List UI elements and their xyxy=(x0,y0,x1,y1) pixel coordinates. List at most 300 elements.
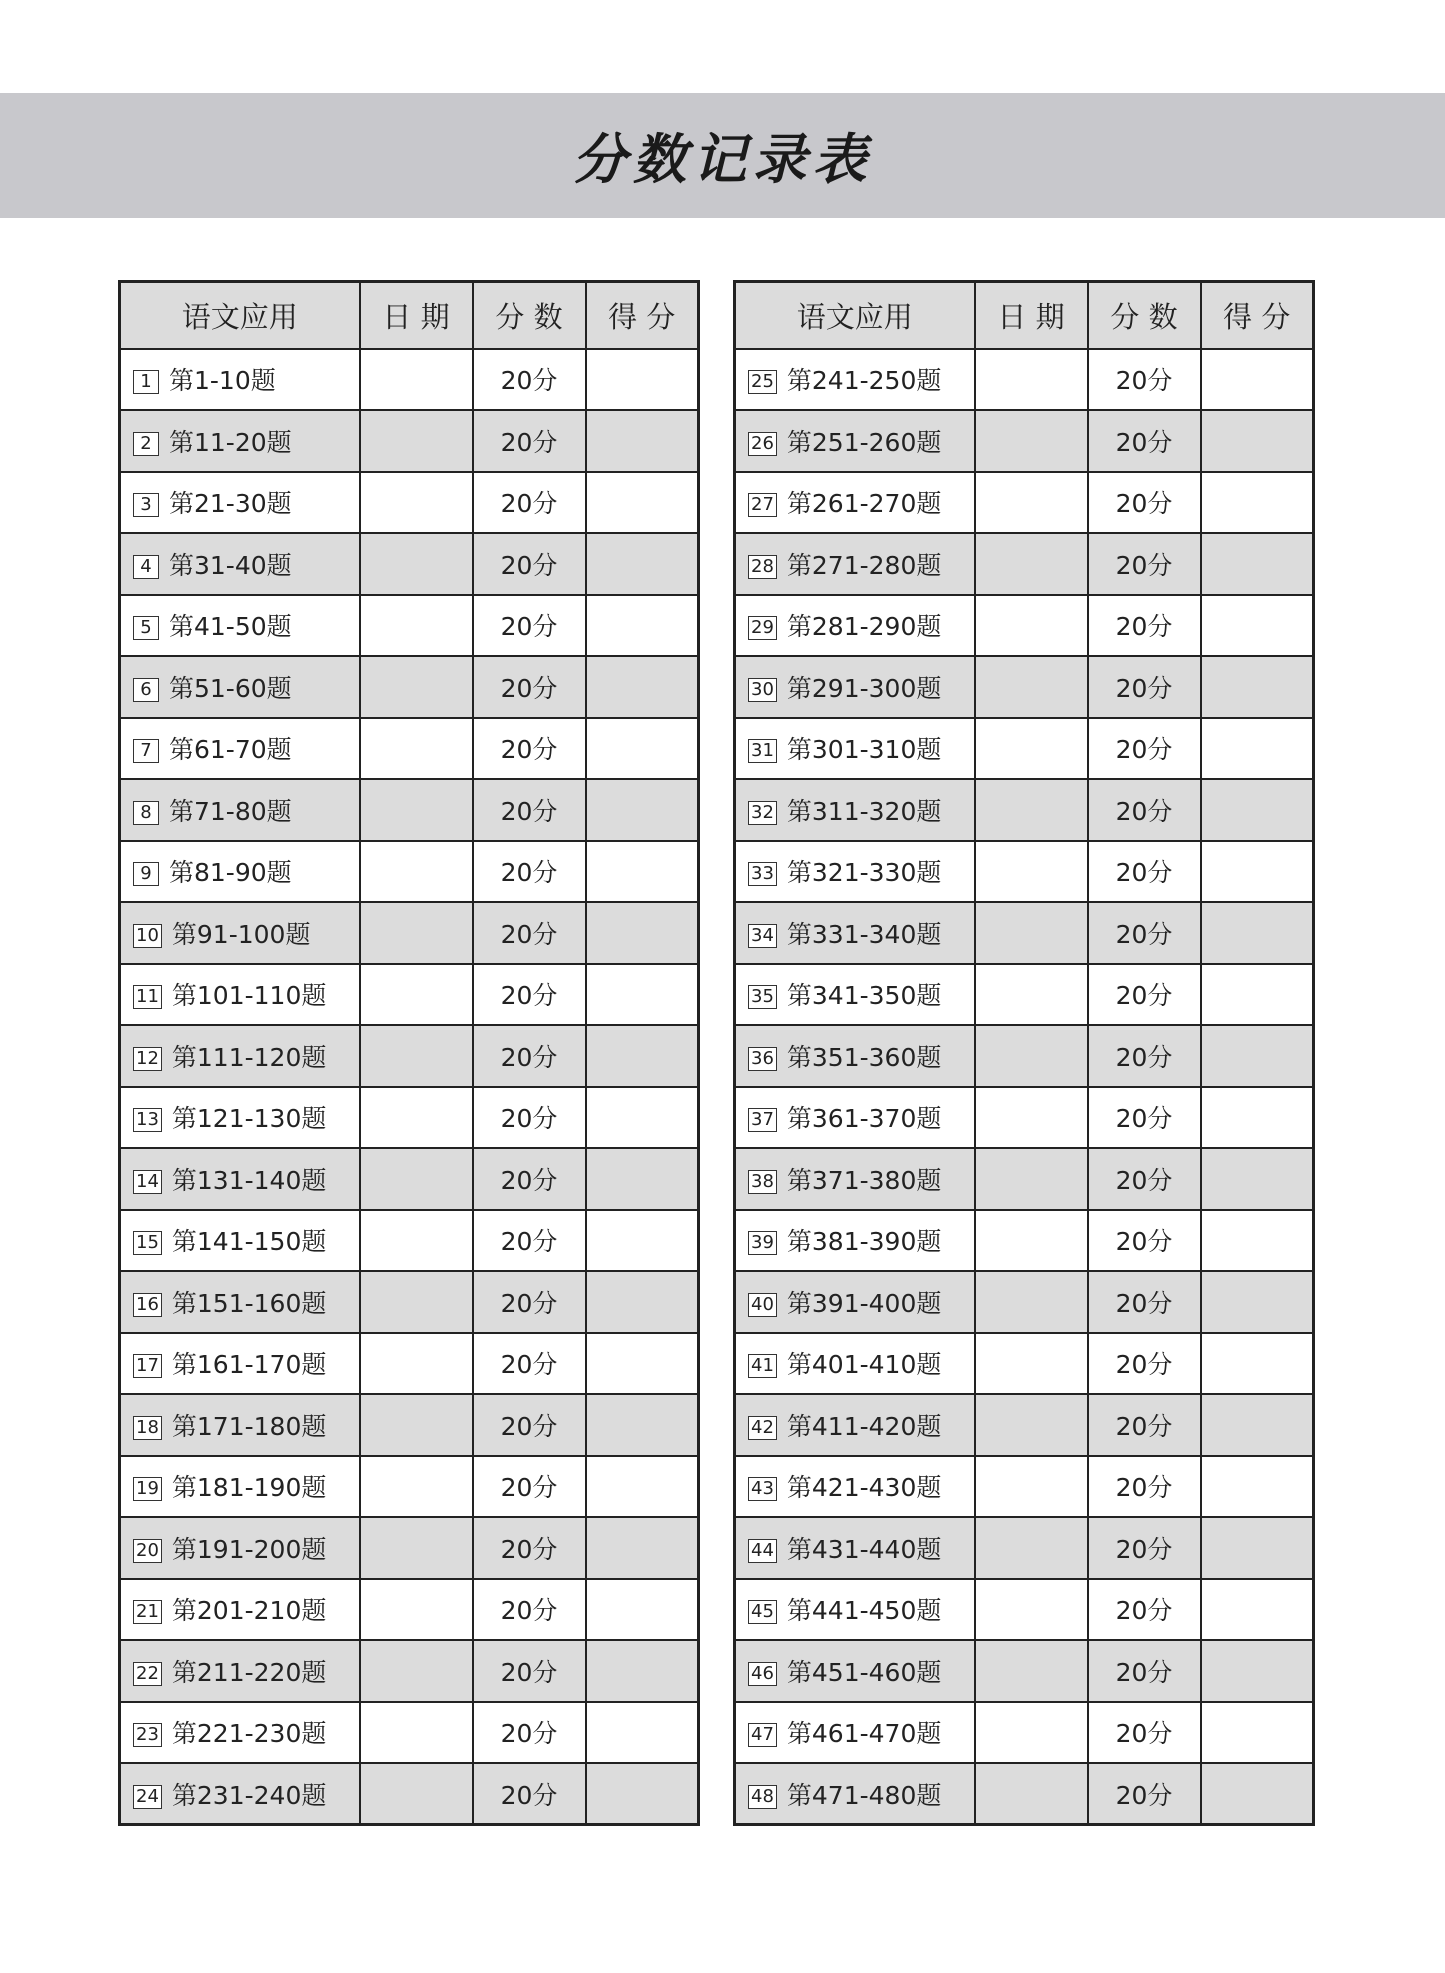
date-cell[interactable] xyxy=(360,595,473,657)
full-score-cell: 20分 xyxy=(473,1640,586,1702)
question-range-label: 第151-160题 xyxy=(171,1288,327,1318)
date-cell[interactable] xyxy=(360,1763,473,1825)
table-row xyxy=(735,1763,1314,1825)
question-range-cell xyxy=(120,1333,360,1395)
question-range-cell xyxy=(735,1394,975,1456)
question-range-label: 第11-20题 xyxy=(169,427,292,457)
earned-score-cell[interactable] xyxy=(1201,349,1314,411)
question-range-label: 第131-140题 xyxy=(171,1165,327,1195)
full-score-cell: 20分 xyxy=(1088,595,1201,657)
earned-score-cell[interactable] xyxy=(1201,1702,1314,1764)
question-range-cell xyxy=(735,964,975,1026)
question-range-cell xyxy=(120,902,360,964)
earned-score-cell[interactable] xyxy=(586,410,699,472)
table-row xyxy=(735,1640,1314,1702)
question-range-cell xyxy=(120,1456,360,1518)
date-cell[interactable] xyxy=(360,410,473,472)
date-cell[interactable] xyxy=(360,1702,473,1764)
question-range-label: 第341-350题 xyxy=(786,981,942,1011)
row-number-box: 46 xyxy=(748,1662,777,1686)
score-table-right xyxy=(733,280,1315,1826)
question-range-cell xyxy=(120,1579,360,1641)
earned-score-cell[interactable] xyxy=(586,1763,699,1825)
date-cell[interactable] xyxy=(975,964,1088,1026)
date-cell[interactable] xyxy=(360,1394,473,1456)
question-range-cell xyxy=(735,1087,975,1149)
row-number-box: 21 xyxy=(133,1600,162,1624)
earned-score-cell[interactable] xyxy=(1201,841,1314,903)
table-row xyxy=(120,1517,699,1579)
earned-score-cell[interactable] xyxy=(586,902,699,964)
row-number-box: 43 xyxy=(748,1477,777,1501)
date-cell[interactable] xyxy=(975,1763,1088,1825)
earned-score-cell[interactable] xyxy=(1201,902,1314,964)
full-score-cell: 20分 xyxy=(1088,718,1201,780)
header-subject: 语文应用 xyxy=(735,282,975,349)
row-number-box: 42 xyxy=(748,1416,777,1440)
question-range-cell xyxy=(120,841,360,903)
row-number-box: 37 xyxy=(748,1108,777,1132)
earned-score-cell[interactable] xyxy=(586,1579,699,1641)
question-range-cell xyxy=(735,1517,975,1579)
table-row xyxy=(735,1702,1314,1764)
earned-score-cell[interactable] xyxy=(586,1456,699,1518)
row-number-box: 14 xyxy=(133,1170,162,1194)
earned-score-cell[interactable] xyxy=(586,1271,699,1333)
date-cell[interactable] xyxy=(360,1579,473,1641)
question-range-cell xyxy=(735,1579,975,1641)
earned-score-cell[interactable] xyxy=(1201,656,1314,718)
full-score-cell: 20分 xyxy=(1088,1702,1201,1764)
question-range-cell xyxy=(735,1702,975,1764)
full-score-cell: 20分 xyxy=(473,410,586,472)
full-score-cell: 20分 xyxy=(1088,1271,1201,1333)
table-row xyxy=(735,779,1314,841)
table-row xyxy=(735,1456,1314,1518)
question-range-cell xyxy=(120,656,360,718)
date-cell[interactable] xyxy=(975,1087,1088,1149)
question-range-label: 第231-240题 xyxy=(171,1780,327,1810)
earned-score-cell[interactable] xyxy=(1201,595,1314,657)
date-cell[interactable] xyxy=(360,1210,473,1272)
full-score-cell: 20分 xyxy=(473,1702,586,1764)
question-range-label: 第1-10题 xyxy=(169,366,276,396)
full-score-cell: 20分 xyxy=(473,472,586,534)
date-cell[interactable] xyxy=(975,1148,1088,1210)
table-row xyxy=(735,841,1314,903)
question-range-cell xyxy=(120,1271,360,1333)
full-score-cell: 20分 xyxy=(1088,1025,1201,1087)
row-number-box: 28 xyxy=(748,555,777,579)
question-range-label: 第351-360题 xyxy=(786,1042,942,1072)
full-score-cell: 20分 xyxy=(473,1148,586,1210)
earned-score-cell[interactable] xyxy=(586,718,699,780)
table-row xyxy=(735,349,1314,411)
table-row xyxy=(120,472,699,534)
date-cell[interactable] xyxy=(975,1394,1088,1456)
date-cell[interactable] xyxy=(360,533,473,595)
question-range-label: 第441-450题 xyxy=(786,1596,942,1626)
date-cell[interactable] xyxy=(975,349,1088,411)
question-range-label: 第281-290题 xyxy=(786,612,942,642)
question-range-cell xyxy=(120,472,360,534)
table-row xyxy=(120,1271,699,1333)
date-cell[interactable] xyxy=(975,410,1088,472)
question-range-cell xyxy=(735,1210,975,1272)
header-date: 日 期 xyxy=(360,282,473,349)
full-score-cell: 20分 xyxy=(473,656,586,718)
question-range-label: 第121-130题 xyxy=(171,1104,327,1134)
full-score-cell: 20分 xyxy=(1088,1517,1201,1579)
earned-score-cell[interactable] xyxy=(586,1210,699,1272)
table-row xyxy=(120,1394,699,1456)
row-number-box: 45 xyxy=(748,1600,777,1624)
earned-score-cell[interactable] xyxy=(586,1394,699,1456)
date-cell[interactable] xyxy=(975,902,1088,964)
full-score-cell: 20分 xyxy=(473,1517,586,1579)
earned-score-cell[interactable] xyxy=(1201,1640,1314,1702)
question-range-label: 第211-220题 xyxy=(171,1657,327,1687)
table-row xyxy=(120,1333,699,1395)
earned-score-cell[interactable] xyxy=(586,349,699,411)
date-cell[interactable] xyxy=(975,1025,1088,1087)
row-number-box: 24 xyxy=(133,1785,162,1809)
date-cell[interactable] xyxy=(975,1333,1088,1395)
table-row xyxy=(120,1087,699,1149)
date-cell[interactable] xyxy=(360,1640,473,1702)
date-cell[interactable] xyxy=(975,1456,1088,1518)
full-score-cell: 20分 xyxy=(1088,1394,1201,1456)
table-row xyxy=(120,1148,699,1210)
earned-score-cell[interactable] xyxy=(586,1087,699,1149)
full-score-cell: 20分 xyxy=(1088,964,1201,1026)
row-number-box: 34 xyxy=(748,924,777,948)
full-score-cell: 20分 xyxy=(1088,1640,1201,1702)
row-number-box: 22 xyxy=(133,1662,162,1686)
earned-score-cell[interactable] xyxy=(1201,533,1314,595)
earned-score-cell[interactable] xyxy=(586,1148,699,1210)
date-cell[interactable] xyxy=(975,718,1088,780)
row-number-box: 25 xyxy=(748,370,777,394)
full-score-cell: 20分 xyxy=(1088,349,1201,411)
table-row xyxy=(735,902,1314,964)
row-number-box: 44 xyxy=(748,1539,777,1563)
row-number-box: 27 xyxy=(748,493,777,517)
earned-score-cell[interactable] xyxy=(1201,1087,1314,1149)
question-range-label: 第221-230题 xyxy=(171,1719,327,1749)
date-cell[interactable] xyxy=(360,1517,473,1579)
question-range-label: 第271-280题 xyxy=(786,550,942,580)
earned-score-cell[interactable] xyxy=(1201,779,1314,841)
full-score-cell: 20分 xyxy=(1088,779,1201,841)
row-number-box: 31 xyxy=(748,739,777,763)
row-number-box: 15 xyxy=(133,1231,162,1255)
full-score-cell: 20分 xyxy=(473,349,586,411)
question-range-label: 第21-30题 xyxy=(169,489,292,519)
table-row xyxy=(735,410,1314,472)
row-number-box: 40 xyxy=(748,1293,777,1317)
question-range-label: 第391-400题 xyxy=(786,1288,942,1318)
row-number-box: 19 xyxy=(133,1477,162,1501)
full-score-cell: 20分 xyxy=(473,1271,586,1333)
full-score-cell: 20分 xyxy=(1088,1763,1201,1825)
row-number-box: 10 xyxy=(133,924,162,948)
earned-score-cell[interactable] xyxy=(1201,1763,1314,1825)
earned-score-cell[interactable] xyxy=(586,1517,699,1579)
table-row xyxy=(735,964,1314,1026)
row-number-box: 23 xyxy=(133,1723,162,1747)
table-row xyxy=(735,595,1314,657)
earned-score-cell[interactable] xyxy=(1201,1271,1314,1333)
full-score-cell: 20分 xyxy=(1088,902,1201,964)
table-row xyxy=(735,718,1314,780)
question-range-label: 第471-480题 xyxy=(786,1780,942,1810)
question-range-cell xyxy=(120,718,360,780)
header-date: 日 期 xyxy=(975,282,1088,349)
full-score-cell: 20分 xyxy=(473,1763,586,1825)
question-range-cell xyxy=(735,1456,975,1518)
earned-score-cell[interactable] xyxy=(1201,410,1314,472)
question-range-label: 第461-470题 xyxy=(786,1719,942,1749)
table-row xyxy=(735,1333,1314,1395)
table-row xyxy=(120,1702,699,1764)
full-score-cell: 20分 xyxy=(473,1394,586,1456)
date-cell[interactable] xyxy=(360,1333,473,1395)
date-cell[interactable] xyxy=(975,779,1088,841)
earned-score-cell[interactable] xyxy=(1201,1025,1314,1087)
date-cell[interactable] xyxy=(360,964,473,1026)
row-number-box: 5 xyxy=(133,616,159,640)
date-cell[interactable] xyxy=(360,718,473,780)
earned-score-cell[interactable] xyxy=(586,533,699,595)
date-cell[interactable] xyxy=(975,841,1088,903)
earned-score-cell[interactable] xyxy=(1201,472,1314,534)
earned-score-cell[interactable] xyxy=(1201,718,1314,780)
earned-score-cell[interactable] xyxy=(1201,1333,1314,1395)
table-row xyxy=(120,1025,699,1087)
date-cell[interactable] xyxy=(360,1456,473,1518)
title-banner xyxy=(0,93,1445,218)
date-cell[interactable] xyxy=(360,472,473,534)
earned-score-cell[interactable] xyxy=(586,1025,699,1087)
table-row xyxy=(120,902,699,964)
question-range-cell xyxy=(735,1271,975,1333)
row-number-box: 17 xyxy=(133,1354,162,1378)
row-number-box: 7 xyxy=(133,739,159,763)
date-cell[interactable] xyxy=(975,1210,1088,1272)
row-number-box: 29 xyxy=(748,616,777,640)
question-range-label: 第371-380题 xyxy=(786,1165,942,1195)
question-range-label: 第81-90题 xyxy=(169,858,292,888)
full-score-cell: 20分 xyxy=(1088,1579,1201,1641)
question-range-cell xyxy=(120,595,360,657)
earned-score-cell[interactable] xyxy=(586,595,699,657)
table-row xyxy=(120,1456,699,1518)
header-score: 分 数 xyxy=(473,282,586,349)
question-range-cell xyxy=(120,1210,360,1272)
date-cell[interactable] xyxy=(360,656,473,718)
table-row xyxy=(120,533,699,595)
earned-score-cell[interactable] xyxy=(586,472,699,534)
full-score-cell: 20分 xyxy=(473,1579,586,1641)
question-range-label: 第61-70题 xyxy=(169,735,292,765)
earned-score-cell[interactable] xyxy=(586,656,699,718)
question-range-label: 第401-410题 xyxy=(786,1350,942,1380)
table-row xyxy=(120,595,699,657)
table-row xyxy=(735,1148,1314,1210)
full-score-cell: 20分 xyxy=(473,533,586,595)
row-number-box: 33 xyxy=(748,862,777,886)
row-number-box: 11 xyxy=(133,985,162,1009)
row-number-box: 4 xyxy=(133,555,159,579)
question-range-cell xyxy=(735,1640,975,1702)
question-range-label: 第361-370题 xyxy=(786,1104,942,1134)
question-range-label: 第201-210题 xyxy=(171,1596,327,1626)
earned-score-cell[interactable] xyxy=(1201,1148,1314,1210)
date-cell[interactable] xyxy=(975,595,1088,657)
question-range-label: 第41-50题 xyxy=(169,612,292,642)
full-score-cell: 20分 xyxy=(473,1333,586,1395)
earned-score-cell[interactable] xyxy=(1201,1394,1314,1456)
row-number-box: 2 xyxy=(133,432,159,456)
score-table-left xyxy=(118,280,700,1826)
question-range-cell xyxy=(120,1702,360,1764)
date-cell[interactable] xyxy=(360,841,473,903)
earned-score-cell[interactable] xyxy=(586,1333,699,1395)
date-cell[interactable] xyxy=(975,472,1088,534)
row-number-box: 48 xyxy=(748,1785,777,1809)
row-number-box: 16 xyxy=(133,1293,162,1317)
earned-score-cell[interactable] xyxy=(1201,1579,1314,1641)
table-row xyxy=(120,1579,699,1641)
date-cell[interactable] xyxy=(360,1148,473,1210)
date-cell[interactable] xyxy=(360,779,473,841)
question-range-cell xyxy=(120,1394,360,1456)
question-range-cell xyxy=(735,1148,975,1210)
full-score-cell: 20分 xyxy=(473,1025,586,1087)
table-row xyxy=(735,472,1314,534)
question-range-label: 第191-200题 xyxy=(171,1534,327,1564)
question-range-label: 第171-180题 xyxy=(171,1411,327,1441)
date-cell[interactable] xyxy=(975,1517,1088,1579)
date-cell[interactable] xyxy=(360,1025,473,1087)
table-header-row xyxy=(735,282,1314,349)
table-row xyxy=(120,841,699,903)
question-range-label: 第161-170题 xyxy=(171,1350,327,1380)
question-range-cell xyxy=(120,533,360,595)
full-score-cell: 20分 xyxy=(473,595,586,657)
question-range-cell xyxy=(735,472,975,534)
table-row xyxy=(735,1271,1314,1333)
date-cell[interactable] xyxy=(360,1087,473,1149)
full-score-cell: 20分 xyxy=(1088,1148,1201,1210)
question-range-cell xyxy=(735,349,975,411)
question-range-label: 第111-120题 xyxy=(171,1042,327,1072)
earned-score-cell[interactable] xyxy=(1201,964,1314,1026)
header-points-earned: 得 分 xyxy=(1201,282,1314,349)
question-range-label: 第321-330题 xyxy=(786,858,942,888)
date-cell[interactable] xyxy=(975,1579,1088,1641)
row-number-box: 41 xyxy=(748,1354,777,1378)
date-cell[interactable] xyxy=(975,1271,1088,1333)
full-score-cell: 20分 xyxy=(473,964,586,1026)
row-number-box: 32 xyxy=(748,801,777,825)
question-range-cell xyxy=(120,1148,360,1210)
full-score-cell: 20分 xyxy=(473,841,586,903)
date-cell[interactable] xyxy=(360,1271,473,1333)
question-range-cell xyxy=(120,964,360,1026)
earned-score-cell[interactable] xyxy=(586,964,699,1026)
earned-score-cell[interactable] xyxy=(586,779,699,841)
earned-score-cell[interactable] xyxy=(1201,1517,1314,1579)
question-range-cell xyxy=(120,1025,360,1087)
row-number-box: 38 xyxy=(748,1170,777,1194)
question-range-cell xyxy=(735,533,975,595)
table-row xyxy=(120,349,699,411)
date-cell[interactable] xyxy=(975,656,1088,718)
full-score-cell: 20分 xyxy=(1088,1087,1201,1149)
date-cell[interactable] xyxy=(975,533,1088,595)
earned-score-cell[interactable] xyxy=(586,1702,699,1764)
row-number-box: 9 xyxy=(133,862,159,886)
full-score-cell: 20分 xyxy=(1088,410,1201,472)
date-cell[interactable] xyxy=(360,902,473,964)
earned-score-cell[interactable] xyxy=(1201,1210,1314,1272)
row-number-box: 12 xyxy=(133,1047,162,1071)
question-range-label: 第291-300题 xyxy=(786,673,942,703)
date-cell[interactable] xyxy=(975,1640,1088,1702)
earned-score-cell[interactable] xyxy=(586,841,699,903)
table-row xyxy=(735,533,1314,595)
question-range-cell xyxy=(735,718,975,780)
full-score-cell: 20分 xyxy=(473,1456,586,1518)
question-range-cell xyxy=(735,1763,975,1825)
earned-score-cell[interactable] xyxy=(586,1640,699,1702)
table-row xyxy=(735,1025,1314,1087)
table-row xyxy=(735,1087,1314,1149)
date-cell[interactable] xyxy=(975,1702,1088,1764)
table-row xyxy=(120,779,699,841)
table-row xyxy=(735,1517,1314,1579)
question-range-label: 第311-320题 xyxy=(786,796,942,826)
table-row xyxy=(120,964,699,1026)
question-range-label: 第261-270题 xyxy=(786,489,942,519)
earned-score-cell[interactable] xyxy=(1201,1456,1314,1518)
question-range-label: 第31-40题 xyxy=(169,550,292,580)
question-range-cell xyxy=(735,656,975,718)
row-number-box: 1 xyxy=(133,370,159,394)
date-cell[interactable] xyxy=(360,349,473,411)
question-range-cell xyxy=(735,1333,975,1395)
table-row xyxy=(120,1640,699,1702)
question-range-label: 第381-390题 xyxy=(786,1227,942,1257)
question-range-label: 第421-430题 xyxy=(786,1473,942,1503)
table-row xyxy=(120,718,699,780)
question-range-label: 第331-340题 xyxy=(786,919,942,949)
question-range-cell xyxy=(120,1763,360,1825)
table-row xyxy=(735,1579,1314,1641)
full-score-cell: 20分 xyxy=(473,779,586,841)
full-score-cell: 20分 xyxy=(1088,1210,1201,1272)
row-number-box: 13 xyxy=(133,1108,162,1132)
question-range-label: 第251-260题 xyxy=(786,427,942,457)
header-points-earned: 得 分 xyxy=(586,282,699,349)
row-number-box: 47 xyxy=(748,1723,777,1747)
full-score-cell: 20分 xyxy=(473,1087,586,1149)
row-number-box: 30 xyxy=(748,678,777,702)
question-range-label: 第51-60题 xyxy=(169,673,292,703)
question-range-label: 第301-310题 xyxy=(786,735,942,765)
